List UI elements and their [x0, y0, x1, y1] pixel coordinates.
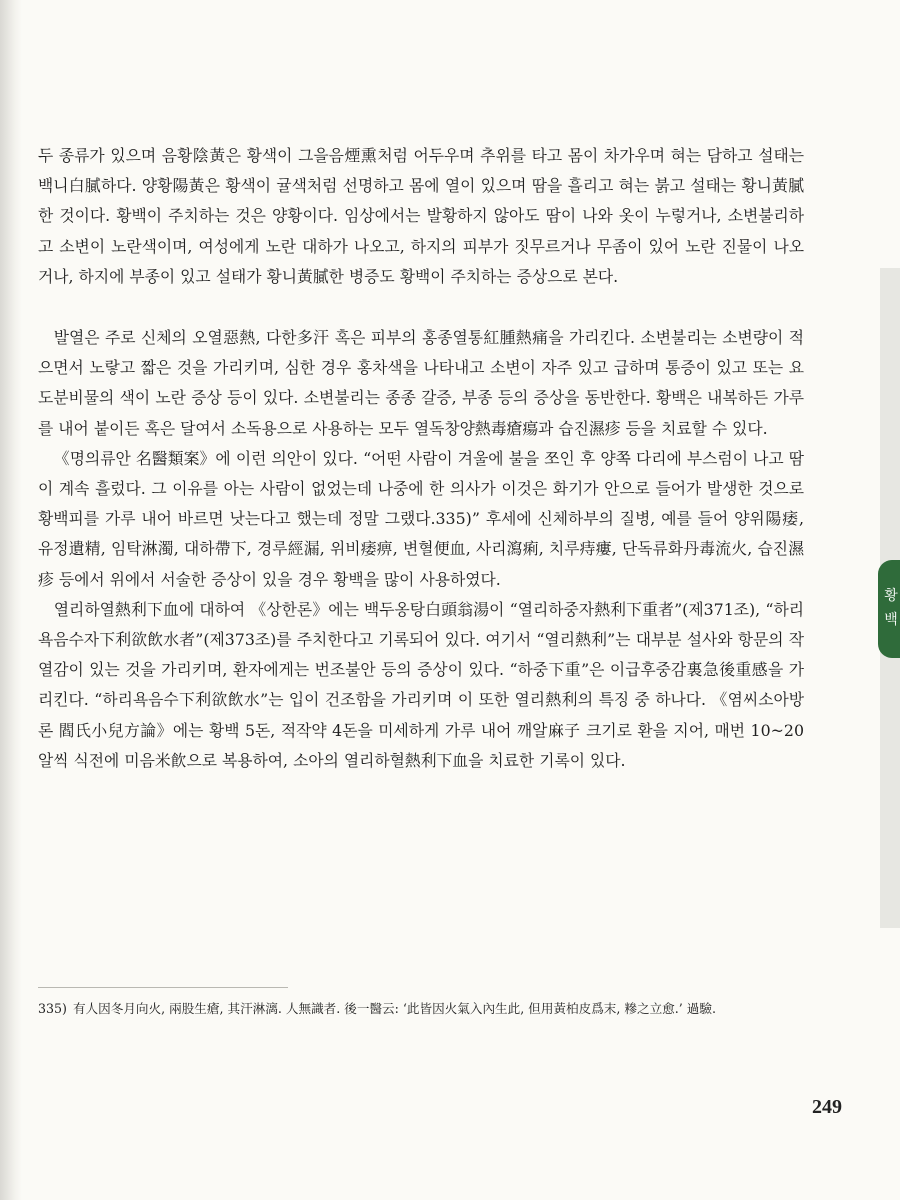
paragraph-case-record: 《명의류안 名醫類案》에 이런 의안이 있다. “어떤 사람이 겨울에 불을 쪼인 후 양쪽 다리에 부스럼이 나고 땀이 계속 흘렀다. 그 이유를 아는 사람이 없었는데 나중에 한 의사가 이것은 화기가 안으로 들어가 발생한 것으로 황백피를 가루 내어 바르면 낫는다고 했는데 정말 그랬다.335)” 후세에 신체하부의 질병, 예를 들어 양위陽痿, 유정遺精, 임탁淋濁, 대하帶下, 경루經漏, 위비痿痹, 변혈便血, 사리瀉痢, 치루痔瘻, 단독류화丹毒流火, 습진濕疹 등에서 위에서 서술한 증상이 있을 경우 황백을 많이 사용하였다.: [38, 448, 804, 589]
footnote-number: 335): [38, 1001, 67, 1016]
body-text: [38, 141, 804, 776]
chapter-side-tab: [878, 560, 900, 658]
footnote-text: 有人因冬月向火, 兩股生瘡, 其汗淋漓. 人無識者. 後一醫云: ‘此皆因火氣入內生此, 但用黃柏皮爲末, 糝之立愈.’ 過驗.: [72, 1001, 716, 1016]
paragraph-heat-dysentery: 열리하열熱利下血에 대하여 《상한론》에는 백두옹탕白頭翁湯이 “열리하중자熱利下重者”(제371조), “하리욕음수자下利欲飲水者”(제373조)를 주치한다고 기록되어 있다. 여기서 “열리熱利”는 대부분 설사와 항문의 작열감이 있는 것을 가리키며, 환자에게는 번조불안 등의 증상이 있다. “하중下重”은 이급후중감裏急後重感을 가리킨다. “하리욕음수下利欲飲水”는 입이 건조함을 가리키며 이 또한 열리熱利의 특징 중 하나다. 《염씨소아방론 閻氏小兒方論》에는 황백 5돈, 적작약 4돈을 미세하게 가루 내어 깨알麻子 크기로 환을 지어, 매번 10~20알씩 식전에 미음米飮으로 복용하여, 소아의 열리하혈熱利下血을 치료한 기록이 있다.: [38, 599, 804, 770]
paragraph-yin-yang-jaundice: 두 종류가 있으며 음황陰黃은 황색이 그을음煙熏처럼 어두우며 추위를 타고 몸이 차가우며 혀는 담하고 설태는 백니白膩하다. 양황陽黃은 황색이 귤색처럼 선명하고 몸에 열이 있으며 땀을 흘리고 혀는 붉고 설태는 황니黃膩한 것이다. 황백이 주치하는 것은 양황이다. 임상에서는 발황하지 않아도 땀이 나와 옷이 누렇거나, 소변불리하고 소변이 노란색이며, 여성에게 노란 대하가 나오고, 하지의 피부가 짓무르거나 무좀이 있어 노란 진물이 나오거나, 하지에 부종이 있고 설태가 황니黃膩한 병증도 황백이 주치하는 증상으로 본다.: [38, 146, 804, 286]
binding-gutter-shadow: [0, 0, 22, 1200]
side-tab-char-2: 백: [884, 612, 898, 628]
side-tab-char-1: 황: [884, 588, 898, 605]
footnote-divider: [38, 987, 288, 988]
page-number: 249: [812, 1096, 842, 1118]
paragraph-fever-urination: 발열은 주로 신체의 오열惡熱, 다한多汗 혹은 피부의 홍종열통紅腫熱痛을 가리킨다. 소변불리는 소변량이 적으면서 노랗고 짧은 것을 가리키며, 심한 경우 홍차색을 나타내고 소변이 자주 있고 급하며 통증이 있고 또는 요도분비물의 색이 노란 증상 등이 있다. 소변불리는 종종 갈증, 부종 등의 증상을 동반한다. 황백은 내복하든 가루를 내어 붙이든 혹은 달여서 소독용으로 사용하는 모두 열독창양熱毒瘡瘍과 습진濕疹 등을 치료할 수 있다.: [38, 328, 804, 438]
footnote-335: [38, 998, 818, 1019]
